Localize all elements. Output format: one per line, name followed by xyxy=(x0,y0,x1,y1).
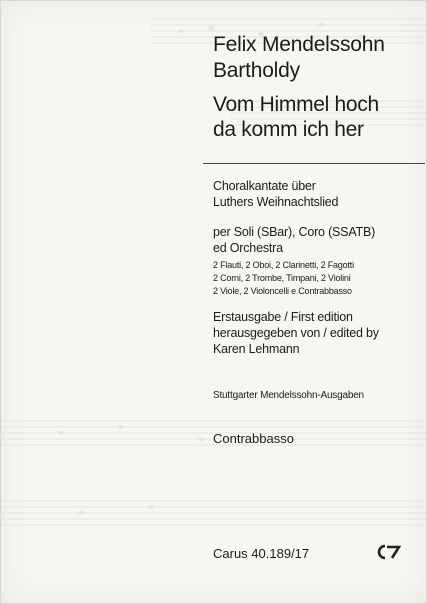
genre-line2: Luthers Weihnachtslied xyxy=(213,195,339,209)
edition-line2: herausgegeben von / edited by xyxy=(213,326,379,340)
scoring-line2: ed Orchestra xyxy=(213,241,283,255)
divider xyxy=(203,163,425,164)
composer-name-line1: Felix Mendelssohn xyxy=(213,33,385,56)
instrumentation-line2: 2 Corni, 2 Trombe, Timpani, 2 Violini xyxy=(213,273,351,283)
instrumentation-line1: 2 Flauti, 2 Oboi, 2 Clarinetti, 2 Fagotti xyxy=(213,260,354,270)
series-name: Stuttgarter Mendelssohn-Ausgaben xyxy=(213,390,364,401)
carus-logo-icon xyxy=(373,544,401,560)
editor-name: Karen Lehmann xyxy=(213,342,300,356)
genre-line1: Choralkantate über xyxy=(213,179,316,193)
work-title-line1: Vom Himmel hoch xyxy=(213,93,379,116)
catalog-number: Carus 40.189/17 xyxy=(213,546,310,561)
music-score-watermark xyxy=(1,1,427,604)
composer-name-line2: Bartholdy xyxy=(213,59,300,82)
scoring-line1: per Soli (SBar), Coro (SSATB) xyxy=(213,225,376,239)
instrumentation-line3: 2 Viole, 2 Violoncelli e Contrabbasso xyxy=(213,286,352,296)
edition-line1: Erstausgabe / First edition xyxy=(213,310,353,324)
part-name: Contrabbasso xyxy=(213,431,294,446)
work-title-line2: da komm ich her xyxy=(213,118,364,141)
